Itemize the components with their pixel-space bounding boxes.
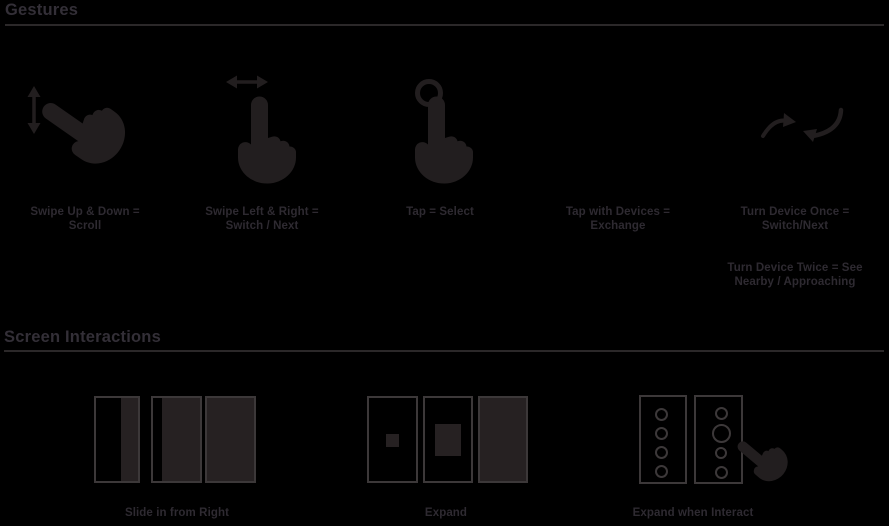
horizontal-double-arrow-icon	[226, 73, 268, 91]
panel-fill	[121, 398, 138, 481]
gesture-caption-turn-device-once: Turn Device Once = Switch/Next	[740, 206, 850, 232]
screen-frame	[478, 396, 528, 483]
content-square	[386, 434, 399, 447]
screen-frame	[367, 396, 418, 483]
screen-interactions-section-title: Screen Interactions	[4, 328, 161, 346]
list-dot	[655, 465, 668, 478]
gesture-caption-swipe-up-down: Swipe Up & Down = Scroll	[30, 206, 140, 232]
interaction-caption-expand-interact: Expand when Interact	[632, 507, 754, 519]
interaction-caption-expand: Expand	[424, 507, 468, 519]
gesture-caption-tap-with-devices: Tap with Devices = Exchange	[565, 206, 671, 232]
pointing-hand-icon	[725, 415, 795, 503]
pointing-hand-icon	[45, 85, 115, 173]
content-square	[435, 424, 461, 456]
screen-frame	[94, 396, 140, 483]
gestures-divider	[5, 24, 884, 26]
rotate-arrows-icon	[757, 105, 847, 145]
interaction-caption-slide-in: Slide in from Right	[124, 507, 230, 519]
screen-frame	[205, 396, 256, 483]
panel-fill	[162, 398, 200, 481]
screen-interactions-divider	[4, 350, 884, 352]
list-dot	[655, 408, 668, 421]
gesture-caption-swipe-left-right: Swipe Left & Right = Switch / Next	[205, 206, 319, 232]
screen-frame	[639, 395, 687, 484]
list-dot	[655, 446, 668, 459]
gestures-section-title: Gestures	[5, 1, 79, 19]
pointing-hand-icon	[404, 95, 474, 183]
screen-frame	[151, 396, 202, 483]
pointing-hand-icon	[227, 95, 297, 183]
vertical-double-arrow-icon	[24, 86, 44, 134]
gesture-caption-turn-device-twice: Turn Device Twice = See Nearby / Approaching	[727, 262, 863, 288]
gesture-caption-tap: Tap = Select	[406, 206, 474, 218]
screen-frame	[423, 396, 473, 483]
list-dot	[655, 427, 668, 440]
